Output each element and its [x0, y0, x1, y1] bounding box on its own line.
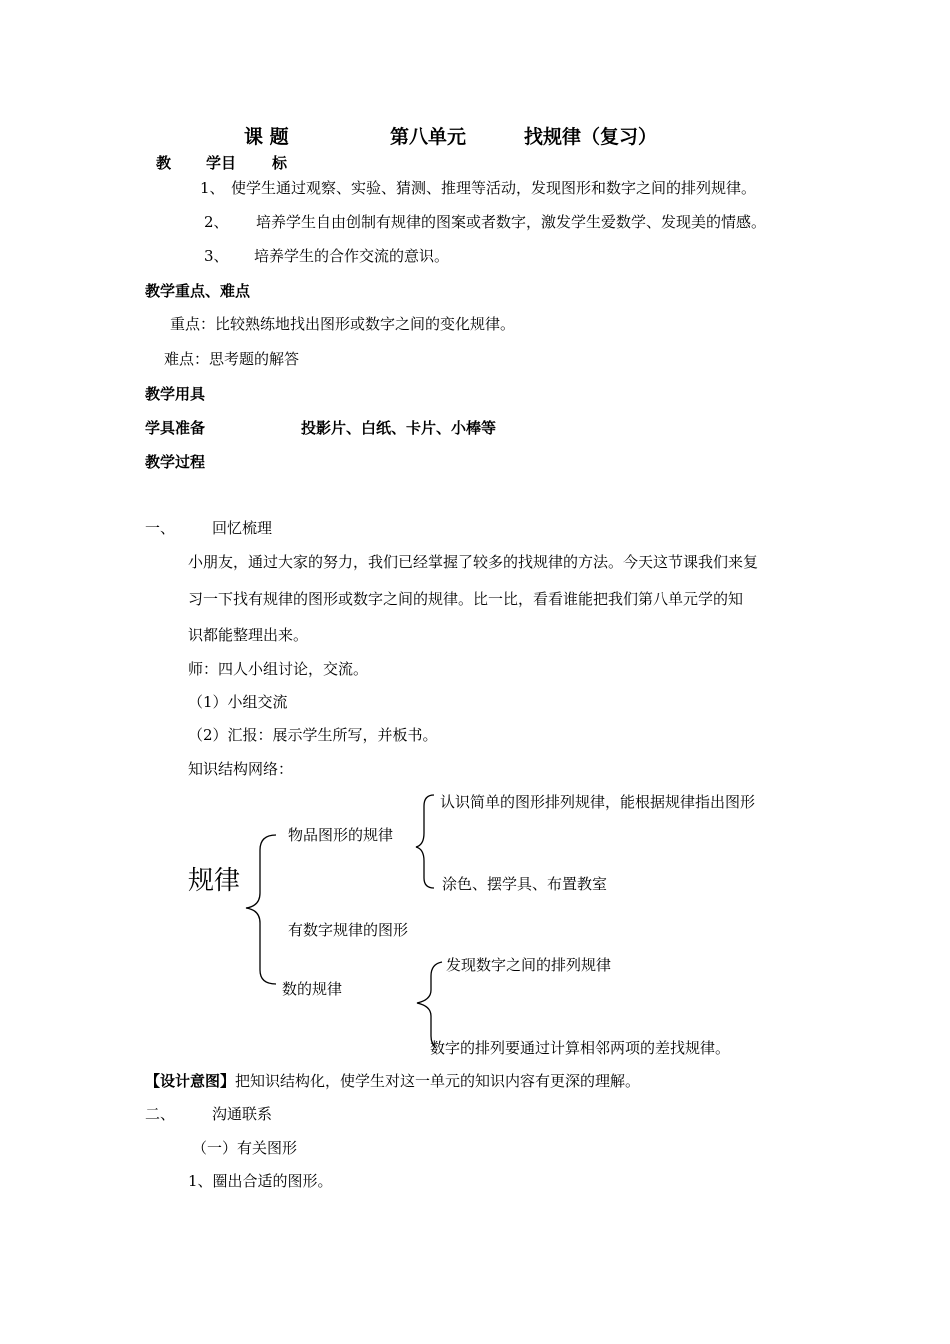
objective-3-text: 培养学生的合作交流的意识。: [254, 247, 450, 265]
network-label: 知识结构网络：: [188, 760, 294, 778]
design-intent: [145, 1071, 640, 1091]
diagram-branch-3-child-2: 数字的排列要通过计算相邻两项的差找规律。: [430, 1039, 731, 1057]
teacher-instruction: 师：四人小组讨论，交流。: [188, 660, 369, 678]
tools-heading: 教学用具: [145, 385, 206, 403]
section1-paragraph-line-1: 小朋友，通过大家的努力，我们已经掌握了较多的找规律的方法。今天这节课我们来复: [188, 553, 759, 571]
diagram-branch-2: 有数字规律的图形: [288, 921, 409, 939]
section1-number: 一、: [145, 519, 176, 537]
step-1: （1）小组交流: [188, 693, 288, 711]
section2-subheading: （一）有关图形: [192, 1139, 298, 1157]
unit-title: 第八单元: [390, 126, 467, 148]
objectives-heading-2: 学目: [206, 154, 237, 172]
design-intent-label: 【设计意图】: [145, 1072, 236, 1090]
diagram-root: 规律: [188, 866, 241, 896]
section1-paragraph-line-3: 识都能整理出来。: [188, 626, 309, 644]
section2-item-1: 1、圈出合适的图形。: [188, 1172, 333, 1190]
diagram-branch-3-child-1: 发现数字之间的排列规律: [446, 956, 612, 974]
key-points-heading: 教学重点、难点: [145, 282, 251, 300]
objectives-heading-3: 标: [272, 154, 288, 172]
section1-paragraph-line-2: 习一下找有规律的图形或数字之间的规律。比一比，看看谁能把我们第八单元学的知: [188, 590, 744, 608]
section2-number: 二、: [145, 1105, 176, 1123]
process-heading: 教学过程: [145, 453, 206, 471]
objectives-heading-1: 教: [156, 154, 172, 172]
key-point-text: 重点：比较熟练地找出图形或数字之间的变化规律。: [170, 315, 516, 333]
step-2: （2）汇报：展示学生所写，并板书。: [188, 726, 438, 744]
diagram-branch-1-child-1: 认识简单的图形排列规律，能根据规律指出图形: [440, 793, 756, 811]
objective-1-text: 使学生通过观察、实验、猜测、推理等活动，发现图形和数字之间的排列规律。: [231, 179, 757, 197]
diagram-branch-1: 物品图形的规律: [288, 826, 394, 844]
root-brace: [246, 835, 276, 984]
diagram-branch-1-child-2: 涂色、摆学具、布置教室: [442, 875, 608, 893]
diagram-branch-3: 数的规律: [282, 980, 343, 998]
objective-3-number: 3、: [204, 247, 229, 265]
prep-value: 投影片、白纸、卡片、小棒等: [301, 419, 497, 437]
branch3-brace: [417, 962, 442, 1048]
objective-1-number: 1、: [200, 179, 225, 197]
section2-title: 沟通联系: [212, 1105, 273, 1123]
design-intent-text: 把知识结构化，使学生对这一单元的知识内容有更深的理解。: [235, 1072, 641, 1090]
lesson-label: 课 题: [244, 126, 289, 148]
prep-heading: 学具准备: [145, 419, 206, 437]
objective-2-number: 2、: [204, 213, 229, 231]
branch1-brace: [416, 795, 434, 888]
objective-2-text: 培养学生自由创制有规律的图案或者数字，激发学生爱数学、发现美的情感。: [256, 213, 767, 231]
difficult-point-text: 难点：思考题的解答: [164, 350, 300, 368]
section1-title: 回忆梳理: [212, 519, 273, 537]
lesson-topic: 找规律（复习）: [524, 126, 658, 148]
